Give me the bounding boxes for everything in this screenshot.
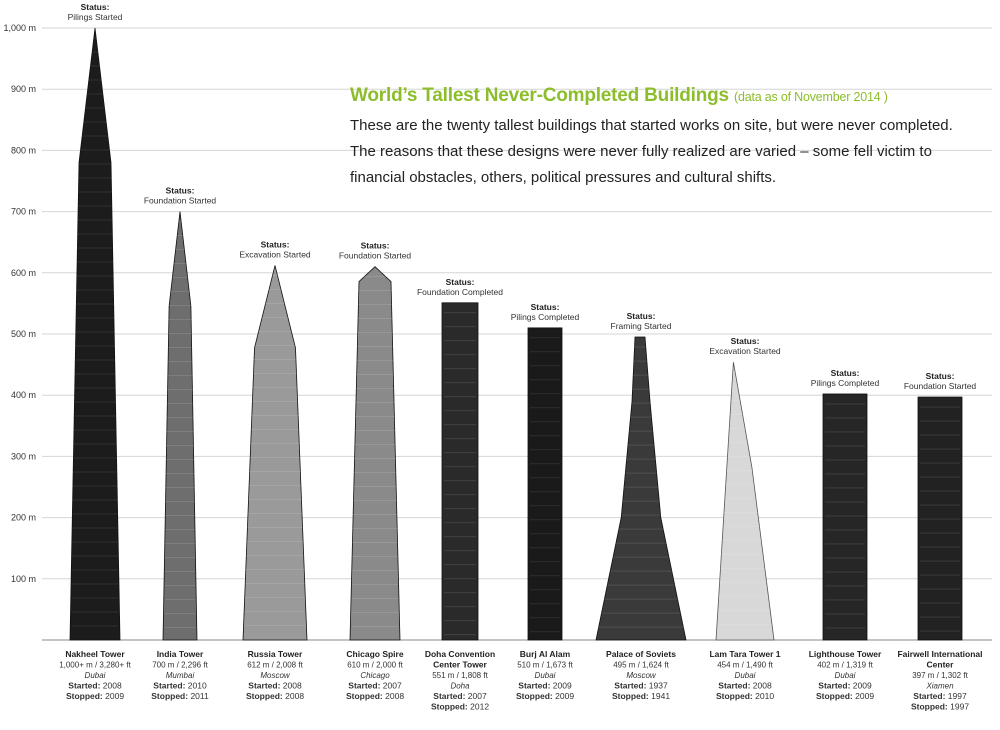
building-bar [70,28,120,640]
building-city: Dubai [84,671,106,680]
building-0 [70,28,120,640]
building-info-4 [425,649,495,712]
building-info-3 [346,649,404,701]
building-stopped: Stopped: 2009 [815,691,875,701]
building-stopped: Stopped: 2011 [151,691,209,701]
status-label-5 [511,302,580,322]
building-started: Started: 1937 [614,680,668,691]
status-value: Pilings Completed [510,311,580,322]
status-label-2 [239,239,311,259]
y-tick-label: 700 m [10,206,36,217]
building-started: Started: 1997 [913,691,967,701]
building-stopped: Stopped: 2009 [65,691,125,701]
building-started: Started: 2009 [818,680,872,691]
building-name: Palace of Soviets [606,649,676,659]
building-bar [243,265,307,640]
status-label-6 [611,311,672,331]
building-bar [596,337,686,640]
building-started: Started: 2010 [153,680,207,691]
building-info [59,649,982,712]
intro-text [350,113,990,191]
intro-line: The reasons that these designs were never fully realized are varied – some fell victim to [350,143,932,160]
building-started: Started: 2007 [348,680,402,691]
building-bar [716,362,774,640]
building-height: 551 m / 1,808 ft [432,671,488,680]
building-city: Moscow [260,671,290,680]
building-city: Dubai [734,671,756,680]
status-label-8 [811,368,880,388]
building-bar [823,394,867,640]
status-value: Foundation Completed [416,286,504,297]
building-info-6 [606,649,676,701]
status-value: Foundation Started [338,250,412,261]
status-value: Pilings Completed [810,377,880,388]
building-height: 610 m / 2,000 ft [347,660,403,670]
building-name: Center Tower [433,659,487,670]
intro-line: financial obstacles, others, political pressures and cultural shifts. [350,169,777,186]
status-heading: Status: [626,311,656,322]
status-heading: Status: [730,336,760,347]
building-7 [716,362,774,640]
building-started: Started: 2008 [718,680,772,691]
building-name: Burj Al Alam [519,649,571,659]
building-name: Doha Convention [424,649,496,659]
y-tick-label: 500 m [10,329,36,339]
building-bar [163,212,197,640]
building-stopped: Stopped: 2008 [345,691,405,701]
status-heading: Status: [445,276,475,287]
building-started: Started: 2008 [248,680,302,691]
status-heading: Status: [165,185,195,196]
building-info-5 [516,649,574,701]
chart-title-date: (data as of November 2014 ) [734,90,888,104]
building-height: 612 m / 2,008 ft [247,660,303,670]
status-heading: Status: [260,239,290,250]
status-value: Foundation Started [903,381,977,392]
building-name: Lighthouse Tower [808,649,882,659]
building-stopped: Stopped: 1997 [910,701,970,712]
building-8 [823,394,867,640]
building-city: Doha [450,681,470,691]
building-started: Started: 2008 [68,680,122,691]
building-height: 402 m / 1,319 ft [817,660,873,670]
status-heading: Status: [80,2,110,12]
status-value: Excavation Started [709,346,781,357]
building-1 [163,212,197,640]
status-heading: Status: [830,367,860,378]
building-name: Center [926,659,954,670]
building-6 [596,337,686,640]
building-bar [442,303,478,640]
status-label-9 [904,371,977,391]
building-height: 454 m / 1,490 ft [717,660,773,670]
title-block [350,84,990,191]
building-city: Chicago [360,671,390,680]
building-name: India Tower [156,649,204,659]
building-height: 510 m / 1,673 ft [517,660,573,670]
building-5 [528,328,562,640]
building-stopped: Stopped: 2008 [245,691,305,701]
status-label-1 [144,186,217,206]
status-value: Foundation Started [143,195,217,206]
status-value: Pilings Started [67,12,123,22]
chart-title-main: World’s Tallest Never-Completed Buildings [350,85,729,106]
building-city: Moscow [626,671,656,680]
y-tick-label: 600 m [10,267,36,278]
status-heading: Status: [360,240,390,251]
building-city: Mumbai [165,671,195,680]
building-name: Russia Tower [247,649,303,659]
intro-line: These are the twenty tallest buildings that started works on site, but were never completed. [350,117,953,134]
status-value: Framing Started [610,321,672,332]
status-label-0 [68,2,123,22]
building-bar [350,267,400,640]
y-tick-label: 800 m [10,145,36,156]
status-label-7 [709,336,781,356]
status-label-4 [417,277,503,297]
y-tick-label: 900 m [10,84,36,95]
building-stopped: Stopped: 1941 [611,691,671,701]
building-name: Fairwell International [897,649,983,659]
building-9 [918,397,962,640]
status-labels [68,2,977,391]
building-height: 700 m / 2,296 ft [152,660,208,670]
y-axis [3,23,36,584]
building-info-2 [246,649,304,701]
building-info-7 [709,649,780,701]
status-heading: Status: [530,301,560,312]
y-tick-label: 1,000 m [3,23,36,33]
building-bar [918,397,962,640]
building-started: Started: 2007 [433,691,487,701]
y-tick-label: 400 m [10,390,36,401]
building-name: Nakheel Tower [65,649,125,659]
building-stopped: Stopped: 2009 [515,691,575,701]
building-height: 1,000+ m / 3,280+ ft [59,660,131,670]
building-info-0 [59,649,131,701]
building-info-9 [897,649,982,712]
building-city: Xiamen [926,681,954,691]
building-city: Dubai [834,671,856,680]
status-value: Excavation Started [239,249,311,260]
status-label-3 [339,241,412,261]
building-city: Dubai [534,671,556,680]
building-height: 495 m / 1,624 ft [613,660,669,670]
building-stopped: Stopped: 2010 [715,691,775,701]
building-info-1 [151,649,209,701]
building-3 [350,267,400,640]
building-height: 397 m / 1,302 ft [912,671,968,680]
building-2 [243,265,307,640]
building-started: Started: 2009 [518,680,572,691]
y-tick-label: 200 m [10,512,36,523]
building-4 [442,303,478,640]
building-name: Lam Tara Tower 1 [709,649,781,659]
status-heading: Status: [925,371,955,382]
chart-title [350,84,990,109]
y-tick-label: 100 m [10,573,36,584]
building-bar [528,328,562,640]
building-name: Chicago Spire [346,649,404,659]
y-tick-label: 300 m [10,451,36,462]
building-info-8 [809,649,882,701]
building-stopped: Stopped: 2012 [430,701,490,712]
